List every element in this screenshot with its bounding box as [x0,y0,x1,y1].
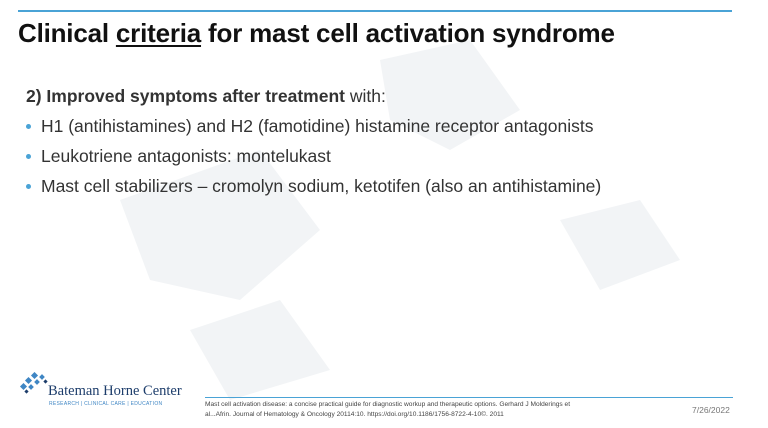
citation [205,400,625,420]
lead-rest: with: [344,86,386,106]
title-part-1: Clinical [18,18,116,48]
logo-name: Bateman Horne Center [48,383,182,399]
bullet-dot-icon [26,184,31,189]
citation-line-2: al...Afrin. Journal of Hematology & Oncology 20114:10. https://doi.org/10.1186/1756-8722-4-10©. 2011 [205,411,504,418]
citation-line-1: Mast cell activation disease: a concise practical guide for diagnostic workup and therapeutic options. Gerhard J Molderings et [205,401,571,408]
bullet-item [26,146,746,167]
bullet-text: H1 (antihistamines) and H2 (famotidine) histamine receptor antagonists [41,116,594,136]
title-part-3: for mast cell activation syndrome [201,18,615,48]
lead-line [26,86,746,107]
slide-date: 7/26/2022 [692,405,730,415]
bullet-dot-icon [26,154,31,159]
bateman-horne-logo [18,372,188,412]
bullet-text: Mast cell stabilizers – cromolyn sodium, ketotifen (also an antihistamine) [41,176,602,196]
logo-mark-icon [18,372,50,400]
top-accent-rule [18,10,732,12]
bullet-dot-icon [26,124,31,129]
bullet-list [26,116,746,197]
bullet-text: Leukotriene antagonists: montelukast [41,146,331,166]
slide-title [18,18,615,49]
lead-bold: 2) Improved symptoms after treatment [26,86,345,106]
footer-rule [205,397,733,398]
slide-content [26,86,746,206]
title-underlined-word: criteria [115,18,202,48]
bullet-item [26,116,746,137]
bullet-item [26,176,746,197]
logo-tagline: RESEARCH | CLINICAL CARE | EDUCATION [49,401,163,407]
